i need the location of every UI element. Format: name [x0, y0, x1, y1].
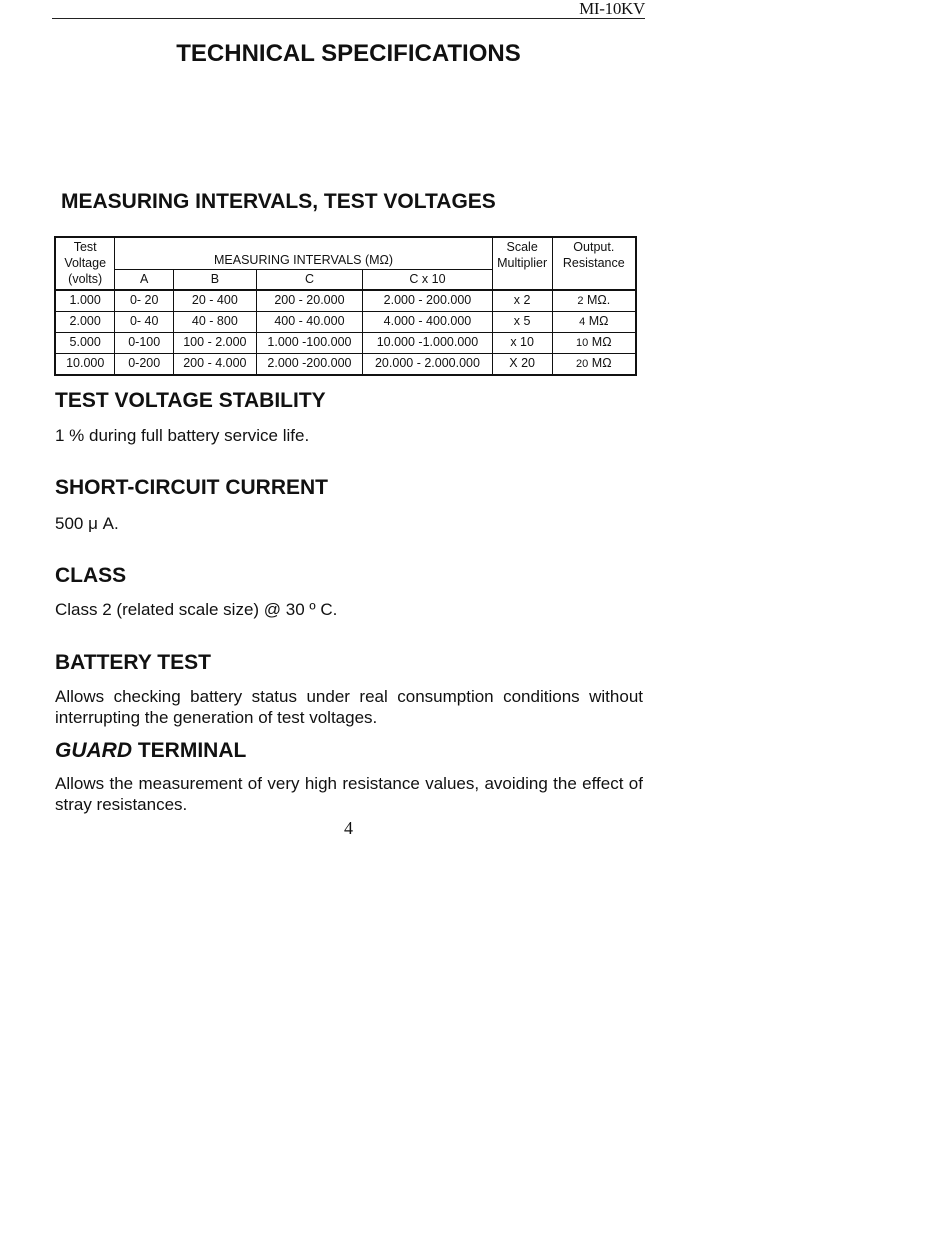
header-model: MI-10KV	[579, 0, 645, 18]
intervals-heading: MEASURING INTERVALS, TEST VOLTAGES	[61, 190, 496, 213]
class-heading: CLASS	[55, 564, 127, 587]
header-text: Voltage	[64, 256, 107, 271]
guard-text: Allows the measurement of very high resistance values, avoiding the effect of stray resistances.	[55, 774, 643, 814]
cell-b: 100 - 2.000	[174, 332, 257, 353]
cell-c-x10: 10.000 -1.000.000	[363, 332, 492, 353]
subheader-c-x10: C x 10	[363, 270, 492, 290]
cell-a: 0-100	[115, 332, 174, 353]
battery-text: Allows checking battery status under real consumption conditions without interrupting the generation of test voltages.	[55, 687, 643, 727]
cell-resistance	[552, 332, 636, 353]
class-text: Class 2 (related scale size) @ 30 º C.	[55, 600, 338, 619]
cell-c: 200 - 20.000	[256, 290, 363, 312]
cell-multiplier: x 2	[492, 290, 552, 312]
spec-table	[54, 236, 637, 376]
resistance-unit: MΩ.	[586, 292, 611, 307]
resistance-value: 10	[576, 336, 589, 349]
header-output-resistance	[552, 237, 636, 290]
page-title: TECHNICAL SPECIFICATIONS	[176, 40, 521, 67]
cell-voltage: 5.000	[55, 332, 115, 353]
header-text: Test	[73, 240, 97, 255]
cell-resistance	[552, 311, 636, 332]
table-row	[55, 353, 636, 375]
subheader-c: C	[256, 270, 363, 290]
cell-multiplier: X 20	[492, 353, 552, 375]
cell-c: 400 - 40.000	[256, 311, 363, 332]
stability-text: 1 % during full battery service life.	[55, 426, 310, 445]
cell-voltage: 2.000	[55, 311, 115, 332]
header-test-voltage	[55, 237, 115, 290]
cell-c-x10: 4.000 - 400.000	[363, 311, 492, 332]
resistance-value: 20	[576, 357, 589, 370]
resistance-unit: MΩ	[588, 313, 609, 328]
resistance-value: 4	[579, 315, 586, 328]
header-scale-multiplier	[492, 237, 552, 290]
subheader-a: A	[115, 270, 174, 290]
cell-b: 40 - 800	[174, 311, 257, 332]
table-row	[55, 332, 636, 353]
header-text: Multiplier	[497, 256, 548, 270]
subheader-b: B	[174, 270, 257, 290]
guard-heading-rest: TERMINAL	[132, 739, 247, 762]
cell-voltage: 1.000	[55, 290, 115, 312]
cell-a: 0- 40	[115, 311, 174, 332]
cell-voltage: 10.000	[55, 353, 115, 375]
table-row	[55, 311, 636, 332]
short-circuit-text: 500 μ A.	[55, 514, 119, 533]
header-text: (volts)	[68, 272, 103, 287]
cell-b: 200 - 4.000	[174, 353, 257, 375]
guard-heading-italic: GUARD	[55, 739, 132, 762]
cell-multiplier: x 5	[492, 311, 552, 332]
cell-c-x10: 20.000 - 2.000.000	[363, 353, 492, 375]
cell-c: 1.000 -100.000	[256, 332, 363, 353]
table-row	[55, 290, 636, 312]
header-text: Output.	[573, 240, 615, 254]
guard-heading	[55, 739, 246, 763]
cell-a: 0- 20	[115, 290, 174, 312]
cell-c: 2.000 -200.000	[256, 353, 363, 375]
cell-multiplier: x 10	[492, 332, 552, 353]
cell-resistance	[552, 353, 636, 375]
battery-heading: BATTERY TEST	[55, 651, 211, 674]
short-circuit-heading: SHORT-CIRCUIT CURRENT	[55, 476, 328, 499]
header-measuring-intervals: MEASURING INTERVALS (MΩ)	[115, 237, 492, 270]
header-text: Resistance	[562, 256, 625, 270]
stability-heading: TEST VOLTAGE STABILITY	[55, 389, 326, 412]
header-text: Scale	[506, 240, 538, 254]
page-number: 4	[344, 818, 353, 838]
cell-a: 0-200	[115, 353, 174, 375]
header-rule	[52, 18, 645, 19]
cell-resistance	[552, 290, 636, 312]
cell-c-x10: 2.000 - 200.000	[363, 290, 492, 312]
resistance-unit: MΩ	[591, 334, 612, 349]
resistance-unit: MΩ	[591, 355, 612, 370]
resistance-value: 2	[577, 294, 584, 307]
cell-b: 20 - 400	[174, 290, 257, 312]
